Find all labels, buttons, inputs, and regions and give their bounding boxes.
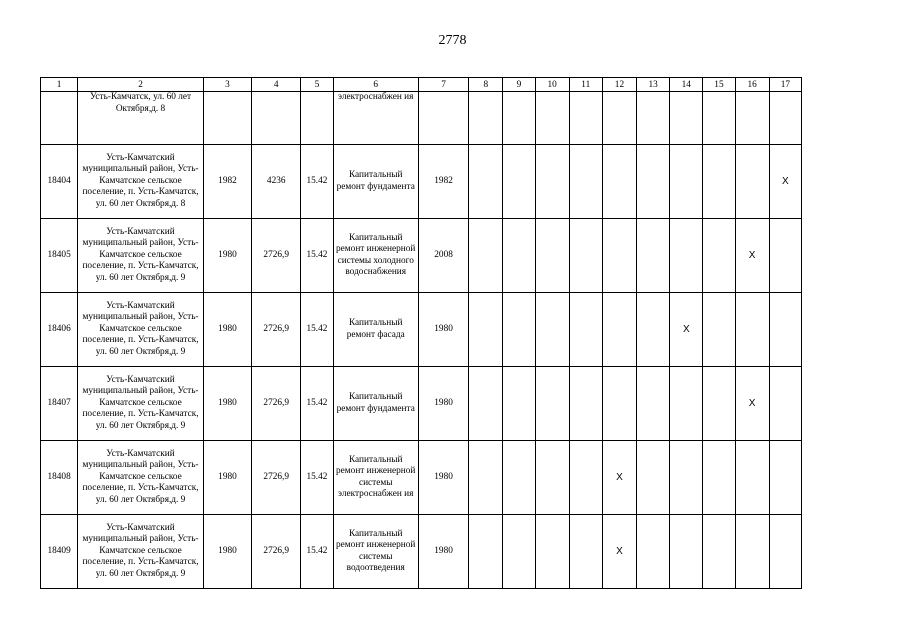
cell-work: Капитальный ремонт фасада	[333, 293, 418, 367]
register-table	[40, 77, 802, 589]
table-row	[41, 515, 802, 589]
cell-empty	[503, 367, 535, 441]
column-header-13: 13	[637, 78, 670, 92]
table-row	[41, 293, 802, 367]
cell-empty	[469, 441, 503, 515]
cell-empty	[735, 441, 769, 515]
cell-empty	[703, 145, 735, 219]
cell-id	[41, 92, 78, 145]
cell-empty	[670, 441, 703, 515]
cell-year: 1980	[203, 515, 251, 589]
header-row	[41, 78, 802, 92]
column-header-14: 14	[670, 78, 703, 92]
table-row	[41, 219, 802, 293]
page-number: 2778	[438, 33, 467, 48]
cell-empty	[469, 145, 503, 219]
cell-empty	[769, 441, 801, 515]
cell-empty	[602, 367, 636, 441]
cell-empty	[503, 441, 535, 515]
cell-area: 2726,9	[252, 367, 301, 441]
cell-empty	[503, 293, 535, 367]
cell-empty	[637, 367, 670, 441]
table-row	[41, 145, 802, 219]
cell-empty	[469, 515, 503, 589]
column-header-16: 16	[735, 78, 769, 92]
column-header-5: 5	[301, 78, 333, 92]
cell-empty	[535, 367, 569, 441]
cell-rate: 15.42	[301, 441, 333, 515]
cell-year: 1982	[203, 145, 251, 219]
cell-empty	[535, 293, 569, 367]
cell-empty	[569, 441, 602, 515]
cell-empty	[703, 441, 735, 515]
cell-empty	[602, 92, 636, 145]
cell-address: Усть-Камчатский муниципальный район, Усть-Камчатское сельское поселение, п. Усть-Камчатск, ул. 60 лет Октября,д. 9	[78, 441, 204, 515]
cell-year	[203, 92, 251, 145]
cell-id: 18406	[41, 293, 78, 367]
cell-empty	[569, 293, 602, 367]
cell-empty	[670, 92, 703, 145]
cell-empty	[670, 219, 703, 293]
cell-year: 1980	[203, 367, 251, 441]
cell-empty	[418, 92, 468, 145]
cell-empty	[670, 145, 703, 219]
cell-address: Усть-Камчатский муниципальный район, Усть-Камчатское сельское поселение, п. Усть-Камчатск, ул. 60 лет Октября,д. 8	[78, 145, 204, 219]
cell-address: Усть-Камчатский муниципальный район, Усть-Камчатское сельское поселение, п. Усть-Камчатск, ул. 60 лет Октября,д. 9	[78, 219, 204, 293]
column-header-17: 17	[769, 78, 801, 92]
cell-year-2: 1980	[418, 367, 468, 441]
cell-rate	[301, 92, 333, 145]
cell-address: Усть-Камчатск, ул. 60 лет Октября,д. 8	[78, 92, 204, 145]
table-row	[41, 441, 802, 515]
cell-empty	[735, 515, 769, 589]
cell-area: 2726,9	[252, 515, 301, 589]
column-header-11: 11	[569, 78, 602, 92]
cell-id: 18407	[41, 367, 78, 441]
cell-work: электроснабжен ия	[333, 92, 418, 145]
cell-empty	[703, 367, 735, 441]
cell-address: Усть-Камчатский муниципальный район, Усть-Камчатское сельское поселение, п. Усть-Камчатск, ул. 60 лет Октября,д. 9	[78, 515, 204, 589]
cell-empty	[670, 515, 703, 589]
cell-address: Усть-Камчатский муниципальный район, Усть-Камчатское сельское поселение, п. Усть-Камчатск, ул. 60 лет Октября,д. 9	[78, 367, 204, 441]
cell-empty	[602, 145, 636, 219]
cell-address: Усть-Камчатский муниципальный район, Усть-Камчатское сельское поселение, п. Усть-Камчатск, ул. 60 лет Октября,д. 9	[78, 293, 204, 367]
cell-work: Капитальный ремонт фундамента	[333, 367, 418, 441]
cell-id: 18408	[41, 441, 78, 515]
cell-empty	[769, 515, 801, 589]
cell-id: 18409	[41, 515, 78, 589]
cell-id: 18405	[41, 219, 78, 293]
column-header-7: 7	[418, 78, 468, 92]
cell-empty	[637, 145, 670, 219]
cell-empty	[535, 92, 569, 145]
cell-empty	[503, 145, 535, 219]
cell-rate: 15.42	[301, 367, 333, 441]
cell-empty	[503, 92, 535, 145]
cell-empty	[735, 293, 769, 367]
cell-empty	[469, 92, 503, 145]
cell-mark: X	[670, 293, 703, 367]
cell-empty	[703, 92, 735, 145]
cell-empty	[637, 515, 670, 589]
cell-empty	[535, 145, 569, 219]
cell-empty	[569, 367, 602, 441]
cell-empty	[535, 441, 569, 515]
cell-rate: 15.42	[301, 145, 333, 219]
cell-empty	[469, 367, 503, 441]
cell-empty	[637, 293, 670, 367]
cell-empty	[735, 145, 769, 219]
cell-empty	[637, 92, 670, 145]
cell-area	[252, 92, 301, 145]
column-header-9: 9	[503, 78, 535, 92]
cell-year: 1980	[203, 441, 251, 515]
cell-rate: 15.42	[301, 219, 333, 293]
cell-empty	[637, 219, 670, 293]
cell-empty	[469, 219, 503, 293]
cell-empty	[670, 367, 703, 441]
cell-work: Капитальный ремонт инженерной системы водоотведения	[333, 515, 418, 589]
cell-empty	[569, 92, 602, 145]
cell-empty	[703, 219, 735, 293]
cell-work: Капитальный ремонт инженерной системы холодного водоснабжения	[333, 219, 418, 293]
column-header-6: 6	[333, 78, 418, 92]
column-header-15: 15	[703, 78, 735, 92]
cell-area: 2726,9	[252, 293, 301, 367]
cell-empty	[569, 219, 602, 293]
column-header-4: 4	[252, 78, 301, 92]
cell-area: 2726,9	[252, 441, 301, 515]
cell-mark: X	[602, 515, 636, 589]
cell-empty	[569, 145, 602, 219]
cell-area: 2726,9	[252, 219, 301, 293]
cell-empty	[602, 293, 636, 367]
cell-mark: X	[735, 367, 769, 441]
cell-empty	[703, 515, 735, 589]
cell-year-2: 1980	[418, 293, 468, 367]
cell-year-2: 1980	[418, 515, 468, 589]
table-row	[41, 367, 802, 441]
cell-year: 1980	[203, 219, 251, 293]
table-row-continuation	[41, 92, 802, 145]
cell-empty	[602, 219, 636, 293]
cell-id: 18404	[41, 145, 78, 219]
column-header-2: 2	[78, 78, 204, 92]
column-header-1: 1	[41, 78, 78, 92]
cell-empty	[769, 92, 801, 145]
cell-mark: X	[769, 145, 801, 219]
cell-year-2: 1980	[418, 441, 468, 515]
cell-empty	[469, 293, 503, 367]
cell-area: 4236	[252, 145, 301, 219]
cell-empty	[503, 219, 535, 293]
column-header-12: 12	[602, 78, 636, 92]
cell-work: Капитальный ремонт фундамента	[333, 145, 418, 219]
cell-empty	[535, 219, 569, 293]
cell-empty	[735, 92, 769, 145]
cell-year-2: 1982	[418, 145, 468, 219]
cell-year: 1980	[203, 293, 251, 367]
column-header-3: 3	[203, 78, 251, 92]
column-header-8: 8	[469, 78, 503, 92]
cell-empty	[769, 367, 801, 441]
cell-year-2: 2008	[418, 219, 468, 293]
cell-empty	[535, 515, 569, 589]
cell-empty	[769, 293, 801, 367]
column-header-10: 10	[535, 78, 569, 92]
cell-mark: X	[735, 219, 769, 293]
cell-work: Капитальный ремонт инженерной системы электроснабжен ия	[333, 441, 418, 515]
cell-rate: 15.42	[301, 293, 333, 367]
cell-rate: 15.42	[301, 515, 333, 589]
cell-empty	[769, 219, 801, 293]
cell-mark: X	[602, 441, 636, 515]
cell-empty	[569, 515, 602, 589]
cell-empty	[503, 515, 535, 589]
cell-empty	[703, 293, 735, 367]
cell-empty	[637, 441, 670, 515]
